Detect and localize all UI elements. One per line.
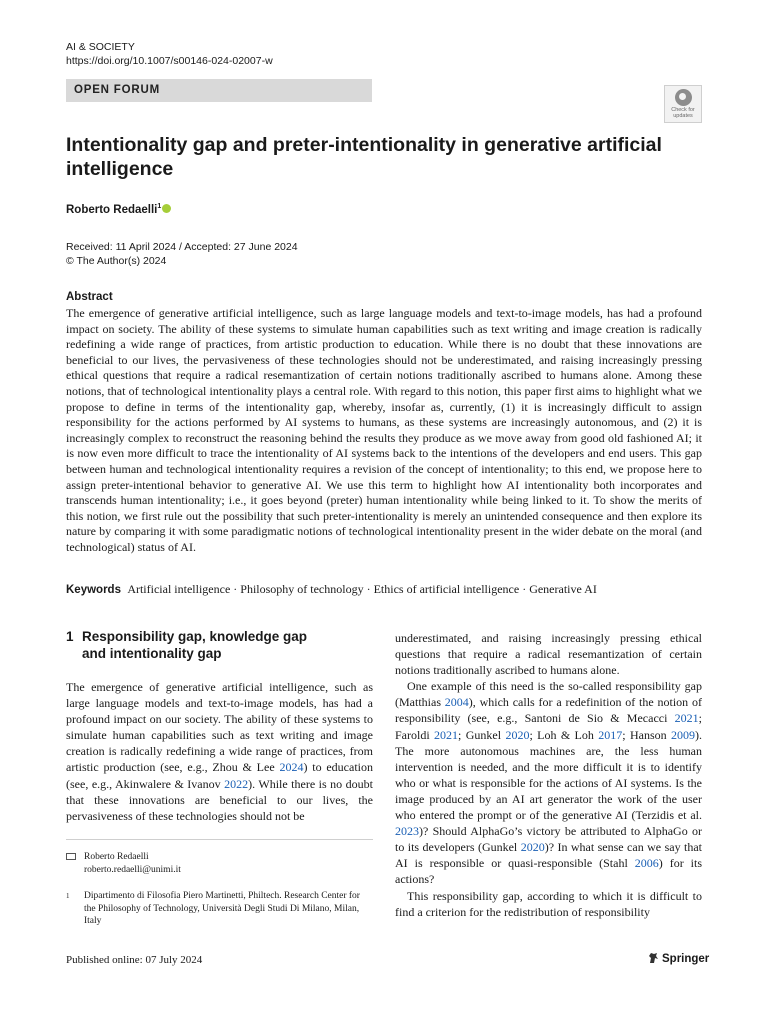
envelope-icon [66,853,76,860]
citation-link[interactable]: 2006 [634,856,659,871]
citation-link[interactable]: 2017 [598,727,623,742]
corresponding-author-note [66,851,181,876]
citation-link[interactable]: 2024 [279,760,304,775]
affiliation-marker: 1 [66,892,70,900]
paragraph: This responsibility gap, according to which it is difficult to find a criterion for the redistribution of responsibility [395,888,702,919]
published-online: Published online: 07 July 2024 [66,954,203,966]
abstract-text: The emergence of generative artificial intelligence, such as large language models and text-to-image models, has had a profound impact on society. The ability of these systems to simulate human capabilities such as text writing and image creation is radically redefining a wide range of practices, from artistic production to education. While there is no doubt that these innovations are beneficial to our lives, the pervasiveness of these technologies should not be underestimated, and raising increasingly pressing ethical questions that require a radical resemantization of certain notions traditionally ascribed to humans alone. Among these notions, that of technological intentionality plays a central role. With regard to this notion, this paper first aims to highlight what we propose to define in terms of the intentionality gap, whereby, insofar as, currently, (1) it is increasingly difficult to assign responsibility for the actions performed by AI systems to humans, as these systems are increasingly autonomous, and (2) it is increasingly complex to reconstruct the reasoning behind the results they produce as we move away from good old fashioned AI; it is now even more difficult to trace the intentionality of AI systems back to the intentions of the developers and end users. This gap between human and technological intentionality requires a revision of the concept of intentionality; to this end, we propose here to assign preter-intentional behavior to generative AI. We use this term to highlight how AI intentionality both incorporates and transcends human intentionality; i.e., it goes beyond (preter) human intentionality while being linked to it. To show the merits of this notion, we first rule out the possibility that such preter-intentionality is merely an unintended consequence and then explore its nature by comparing it with some paradigmatic notions of technological intentionality present in the wider debate on the moral (and technological) status of AI. [66,306,702,554]
citation-link[interactable]: 2021 [434,727,459,742]
body-column-left [66,679,373,824]
keywords-list: Artificial intelligence · Philosophy of technology · Ethics of artificial intelligence · Generative AI [127,582,597,596]
check-for-updates-badge[interactable] [664,85,702,123]
orcid-icon[interactable] [162,204,171,213]
paragraph: The emergence of generative artificial intelligence, such as large language models and text-to-image models, has had a profound impact on our society. The ability of these systems to simulate human capabilities such as text writing and image creation is radically redefining a wide range of practices, from artistic production (see, e.g., Zhou & Lee 2024) to education (see, e.g., Akinwalere & Ivanov 2022). While there is no doubt that these innovations are beneficial to our lives, the pervasiveness of these technologies should not be [66,680,374,823]
doi-link[interactable]: https://doi.org/10.1007/s00146-024-02007-w [66,55,273,67]
body-column-right [395,630,702,920]
citation-link[interactable]: 2021 [674,711,699,726]
keywords [66,581,706,598]
section-label: OPEN FORUM [66,79,372,102]
affiliation-note [66,890,373,928]
affiliation-text: Dipartimento di Filosofia Piero Martinetti, Philtech. Research Center for the Philosophy of Technology, Università Degli Studi Di Milano, Milan, Italy [84,891,360,926]
article-title: Intentionality gap and preter-intentionality in generative artificial intelligence [66,134,662,180]
author-affiliation-marker: 1 [157,203,162,210]
publisher-name: Springer [662,953,710,965]
citation-link[interactable]: 2023 [395,824,419,839]
citation-link[interactable]: 2022 [224,776,249,791]
corresponding-author-email[interactable]: roberto.redaelli@unimi.it [84,864,181,875]
section-title-line1: Responsibility gap, knowledge gap [82,629,308,644]
springer-horse-icon [648,952,659,964]
citation-link[interactable]: 2020 [505,727,530,742]
author-name[interactable]: Roberto Redaelli [66,203,158,216]
corresponding-author-name: Roberto Redaelli [84,852,149,862]
section-title-line2: and intentionality gap [82,646,222,661]
paragraph: underestimated, and raising increasingly pressing ethical questions that require a radical resemantization of certain notions traditionally ascribed to humans alone. [395,631,702,678]
citation-link[interactable]: 2020 [520,840,545,855]
section-number: 1 [66,629,74,644]
check-updates-icon [675,89,692,106]
journal-name: AI & SOCIETY [66,41,135,53]
citation-link[interactable]: 2004 [444,695,469,710]
received-accepted: Received: 11 April 2024 / Accepted: 27 June 2024 [66,241,298,253]
paragraph: One example of this need is the so-called responsibility gap (Matthias 2004), which calls for a redefinition of the notion of responsibility (see, e.g., Santoni de Sio & Mecacci 2021; Faroldi 2021; Gunkel 2020; Loh & Loh 2017; Hanson 2009). The more autonomous machines are, the less human intervention is needed, and the more difficult it is to identify who or what is responsible for the actions of AI systems. Is the image produced by an AI art generator the work of the user who entered the prompt or of the generative AI (Terzidis et al. 2023)? Should AlphaGo’s victory be attributed to AlphaGo or to its developers (Gunkel 2020)? In what sense can we say that AI is responsible or quasi-responsible (Stahl 2006) for its actions? [395,679,703,887]
check-updates-line1: Check for [671,107,695,113]
citation-link[interactable]: 2009 [671,727,696,742]
section-heading [66,628,366,662]
check-updates-line2: updates [673,113,693,119]
footnote-divider [66,839,373,840]
article-dates [66,240,298,268]
author-line [66,203,171,216]
keywords-heading: Keywords [66,584,121,596]
publisher-logo [648,952,709,965]
copyright: © The Author(s) 2024 [66,255,167,267]
abstract-heading: Abstract [66,291,113,303]
journal-header [66,40,273,68]
